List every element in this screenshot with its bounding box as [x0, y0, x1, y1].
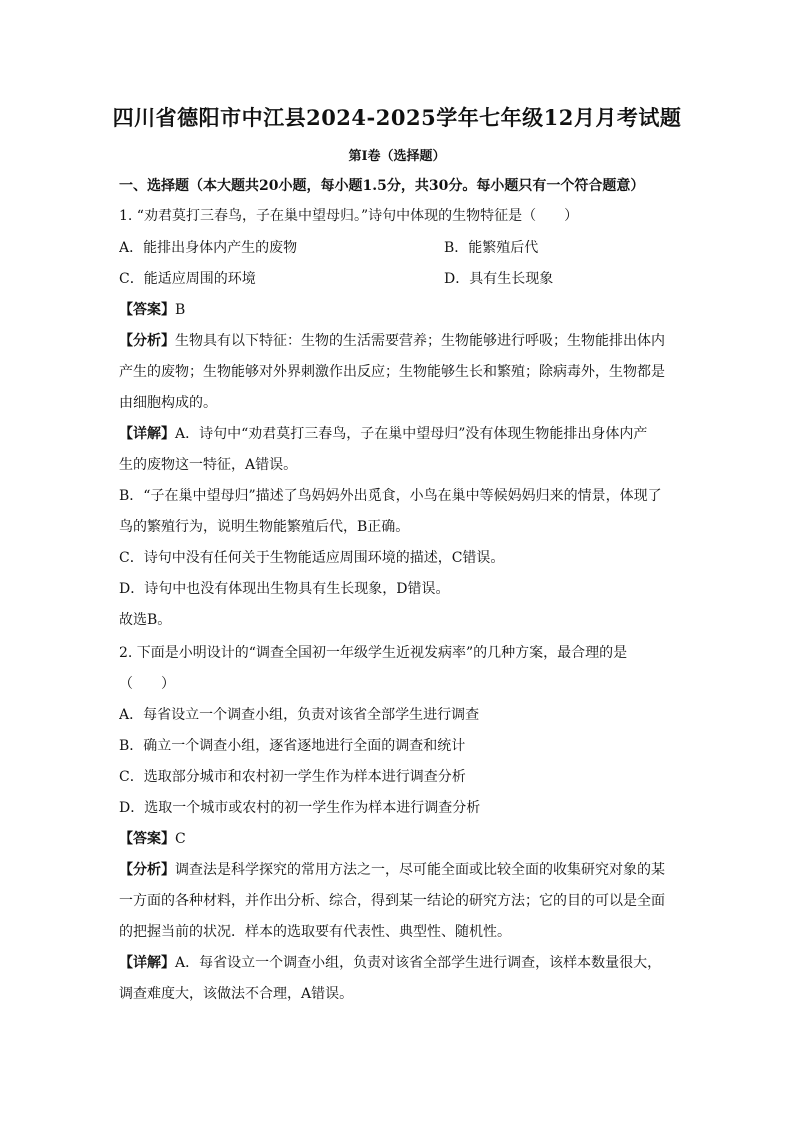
- question-2-analysis-line-1: [119, 860, 679, 880]
- volume-heading: 第I卷（选择题）: [348, 149, 446, 164]
- analysis-text: 调查法是科学探究的常用方法之一，尽可能全面或比较全面的收集研究对象的某: [175, 862, 665, 878]
- detail-text: A．诗句中“劝君莫打三春鸟，子在巢中望母归”没有体现生物能排出身体内产: [175, 426, 648, 442]
- question-2-option-c: C．选取部分城市和农村初一学生作为样本进行调查分析: [119, 769, 466, 785]
- question-2-option-d: D．选取一个城市或农村的初一学生作为样本进行调查分析: [119, 800, 481, 816]
- question-2-option-b: B．确立一个调查小组，逐省逐地进行全面的调查和统计: [119, 738, 466, 754]
- question-2-detail-line-1: [119, 953, 679, 973]
- analysis-tag: 【分析】: [119, 333, 175, 349]
- question-1-detail-line-5: C．诗句中没有任何关于生物能适应周围环境的描述，C错误。: [119, 550, 505, 566]
- question-1-answer: [119, 300, 679, 320]
- question-1-detail-line-6: D．诗句中也没有体现出生物具有生长现象，D错误。: [119, 581, 450, 597]
- question-1-analysis-line-1: [119, 331, 679, 351]
- answer-tag: 【答案】: [119, 831, 175, 847]
- answer-value: C: [175, 831, 186, 847]
- answer-value: B: [175, 302, 186, 318]
- question-2-analysis-line-3: 的把握当前的状况．样本的选取要有代表性、典型性、随机性。: [119, 924, 511, 940]
- question-1-detail-line-2: 生的废物这一特征，A错误。: [119, 457, 298, 473]
- section-header: 一、选择题（本大题共20小题，每小题1.5分，共30分。每小题只有一个符合题意）: [119, 178, 645, 194]
- question-2-detail-line-2: 调查难度大，该做法不合理，A错误。: [119, 986, 354, 1002]
- question-1-option-d: D．具有生长现象: [444, 271, 554, 287]
- question-1-detail-line-3: B．“子在巢中望母归”描述了鸟妈妈外出觅食，小鸟在巢中等候妈妈归来的情景，体现了: [119, 488, 662, 504]
- question-1-analysis-line-2: 产生的废物；生物能够对外界刺激作出反应；生物能够生长和繁殖；除病毒外，生物都是: [119, 364, 665, 380]
- question-1-option-a: A．能排出身体内产生的废物: [119, 240, 298, 256]
- question-2-stem-line-2: （ ）: [119, 676, 175, 692]
- analysis-tag: 【分析】: [119, 862, 175, 878]
- page-title: 四川省德阳市中江县2024-2025学年七年级12月月考试题: [112, 105, 682, 130]
- question-1-detail-line-4: 鸟的繁殖行为，说明生物能繁殖后代，B正确。: [119, 519, 410, 535]
- question-1-option-c: C．能适应周围的环境: [119, 271, 256, 287]
- question-1-stem: 1. “劝君莫打三春鸟，子在巢中望母归。”诗句中体现的生物特征是（ ）: [119, 208, 579, 224]
- question-2-answer: [119, 829, 679, 849]
- detail-text: A．每省设立一个调查小组，负责对该省全部学生进行调查，该样本数量很大，: [175, 955, 662, 971]
- question-1-conclusion: 故选B。: [119, 612, 172, 628]
- detail-tag: 【详解】: [119, 955, 175, 971]
- answer-tag: 【答案】: [119, 302, 175, 318]
- question-1-analysis-line-3: 由细胞构成的。: [119, 395, 217, 411]
- question-2-analysis-line-2: 一方面的各种材料，并作出分析、综合，得到某一结论的研究方法；它的目的可以是全面: [119, 893, 665, 909]
- question-2-option-a: A．每省设立一个调查小组，负责对该省全部学生进行调查: [119, 707, 480, 723]
- analysis-text: 生物具有以下特征：生物的生活需要营养；生物能够进行呼吸；生物能排出体内: [175, 333, 665, 349]
- question-1-detail-line-1: [119, 424, 679, 444]
- question-2-stem-line-1: 2. 下面是小明设计的“调查全国初一年级学生近视发病率”的几种方案，最合理的是: [119, 645, 628, 661]
- question-1-option-b: B．能繁殖后代: [444, 240, 539, 256]
- detail-tag: 【详解】: [119, 426, 175, 442]
